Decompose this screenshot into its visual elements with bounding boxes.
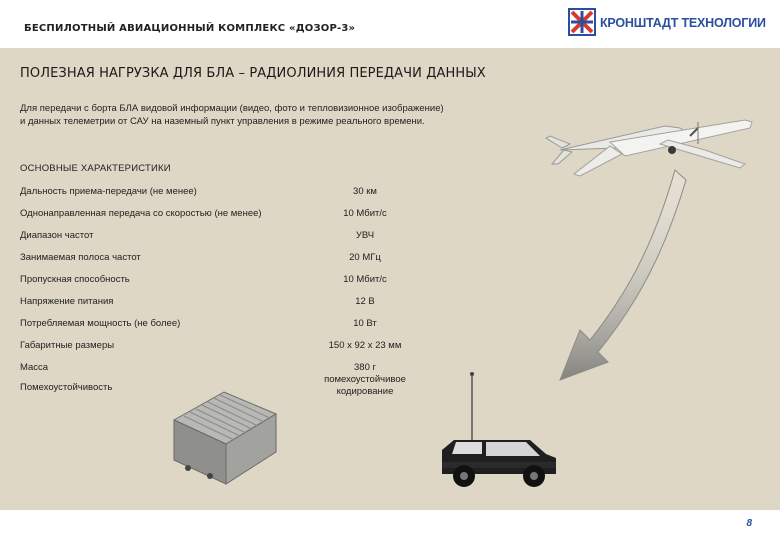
footer-bar (0, 510, 780, 540)
radio-modem-image (160, 380, 280, 496)
spec-value: 10 Мбит/с (343, 208, 387, 219)
page-number: 8 (746, 518, 752, 529)
page-title: ПОЛЕЗНАЯ НАГРУЗКА ДЛЯ БЛА – РАДИОЛИНИЯ ПЕРЕДАЧИ ДАННЫХ (20, 66, 486, 81)
header-title: БЕСПИЛОТНЫЙ АВИАЦИОННЫЙ КОМПЛЕКС «ДОЗОР-3» (24, 23, 356, 34)
spec-name: Пропускная способность (20, 274, 130, 285)
spec-value: 150 х 92 х 23 мм (328, 340, 402, 351)
spec-value: помехоустойчивое кодирование (324, 374, 406, 397)
spec-name: Дальность приема-передачи (не менее) (20, 186, 197, 197)
ground-vehicle-image (434, 370, 564, 496)
spec-name: Потребляемая мощность (не более) (20, 318, 181, 329)
spec-name: Помехоустойчивость (20, 382, 113, 393)
spec-value: УВЧ (355, 230, 375, 241)
logo-text: КРОНШТАДТ ТЕХНОЛОГИИ (600, 16, 766, 30)
company-logo (568, 8, 768, 42)
description (20, 103, 540, 128)
description-line: и данных телеметрии от САУ на наземный пункт управления в режиме реального времени. (20, 115, 425, 127)
spec-name: Занимаемая полоса частот (20, 252, 141, 263)
spec-value: 10 Мбит/с (343, 274, 387, 285)
spec-name: Однонаправленная передача со скоростью (не менее) (20, 208, 262, 219)
specs-heading: ОСНОВНЫЕ ХАРАКТЕРИСТИКИ (20, 163, 171, 174)
spec-value: 20 МГц (349, 252, 381, 263)
kronshtadt-logo-icon (568, 8, 596, 36)
spec-name: Габаритные размеры (20, 340, 115, 351)
description-line: Для передачи с борта БЛА видовой информации (видео, фото и тепловизионное изображение) (20, 103, 444, 114)
spec-name: Масса (20, 362, 49, 373)
spec-value: 380 г (354, 362, 376, 373)
radio-link-arrow (440, 140, 700, 400)
spec-name: Диапазон частот (20, 230, 94, 241)
spec-value: 30 км (353, 186, 377, 197)
spec-name: Напряжение питания (20, 296, 114, 307)
spec-value: 12 В (355, 296, 375, 307)
header-bar (0, 0, 780, 48)
spec-value: 10 Вт (353, 318, 377, 329)
